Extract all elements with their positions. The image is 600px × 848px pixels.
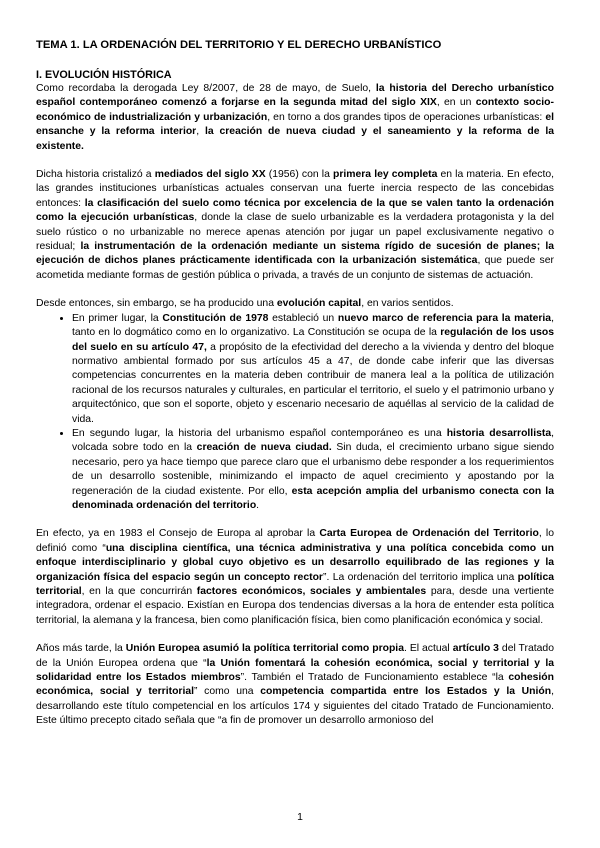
text-span: En segundo lugar, la historia del urbanismo español contemporáneo es una	[72, 427, 447, 439]
text-span: Desde entonces, sin embargo, se ha producido una	[36, 298, 277, 310]
bold-span: una disciplina científica, una técnica administrativa y una política concebida como un enfoque interdisciplinario y global cuyo objetivo es un desarrollo equilibrado de las regiones y la organización física del espacio según un concepto rector	[36, 542, 554, 583]
text-span: Años más tarde, la	[36, 643, 126, 655]
bold-span: historia desarrollista	[446, 427, 552, 439]
list-item	[72, 427, 554, 513]
paragraph-3	[36, 297, 554, 311]
text-span: del Tratado de la Unión Europea ordena que “	[36, 643, 554, 669]
text-span: En primer lugar, la	[72, 312, 163, 324]
bold-span: el ensanche y la reforma interior	[36, 111, 554, 138]
text-span: (1956) con la	[265, 169, 333, 181]
bold-span: regulación de los usos del suelo en su artículo 47,	[72, 327, 555, 353]
bold-span: creación de nueva ciudad.	[196, 442, 332, 454]
text-span: ” como una	[194, 686, 261, 698]
bullet-list	[36, 312, 554, 514]
bold-span: evolución capital	[276, 298, 362, 310]
text-span: , lo definió como “	[36, 528, 554, 554]
text-span: , en un	[436, 97, 476, 109]
text-span: .	[256, 499, 260, 511]
text-span: Sin duda, el crecimiento urbano sigue siendo necesario, pero ya hace tiempo que parece claro que el urbanismo debe responder a los requerimientos de un desarrollo sostenible, minimizando el impacto de aquel crecimiento y apostando por la regeneración de la ciudad existente. Por ello,	[72, 442, 554, 497]
text-span: estableció un	[268, 312, 338, 324]
text-span: en la materia. En efecto, las grandes instituciones urbanísticas actuales conservan una fuerte inercia respecto de las concebidas entonces:	[36, 169, 554, 209]
bold-span: la instrumentación de la ordenación mediante un sistema rígido de sucesión de planes; la ejecución de dichos planes prácticamente identificada con la urbanización sistemática	[36, 241, 554, 267]
bold-span: la clasificación del suelo como técnica por excelencia de la que se valen tanto la ordenación como la ejecución urbanísticas	[36, 197, 554, 224]
bold-span: Unión Europea asumió la política territorial como propia	[125, 643, 404, 655]
text-span: a propósito de la efectividad del derecho a la vivienda y dentro del bloque normativo ambiental formado por sus artículos 45 a 47, de donde cabe inferir que las diversas competencias concurrentes en la materia deben contribuir de manera leal a la política de utilización racional de los recursos naturales y culturales, en particular el territorio, el suelo y el patrimonio urbano y arquitectónico, que son el soporte, objeto y escenario necesario de aquéllas al servicio de la calidad de vida.	[72, 341, 555, 425]
bold-span: Carta Europea de Ordenación del Territorio	[319, 528, 539, 540]
text-span: . El actual	[403, 643, 453, 655]
text-span: , tanto en lo dogmático como en lo organizativo. La Constitución se ocupa de la	[72, 312, 554, 339]
paragraph-1	[36, 82, 554, 154]
text-span: ,	[196, 126, 205, 138]
list-item	[72, 312, 554, 427]
bold-span: primera ley completa	[332, 169, 438, 181]
bold-span: la historia del Derecho urbanístico español contemporáneo comenzó a forjarse en la segunda mitad del siglo XIX	[36, 83, 554, 109]
text-span: , en la que concurrirán	[81, 586, 197, 597]
section-heading: I. EVOLUCIÓN HISTÓRICA	[36, 69, 172, 81]
bold-span: Constitución de 1978	[162, 312, 269, 324]
bold-span: la creación de nueva ciudad y el saneamiento y la reforma de la existente.	[36, 126, 554, 152]
bold-span: mediados del siglo XX	[154, 169, 266, 181]
paragraph-2	[36, 168, 554, 283]
page-number: 1	[297, 812, 303, 823]
text-span: En efecto, ya en 1983 el Consejo de Europa al aprobar la	[36, 528, 320, 540]
bold-span: competencia compartida entre los Estados y la Unión	[260, 686, 552, 698]
page-content	[36, 38, 554, 743]
text-span: Dicha historia cristalizó a	[36, 169, 155, 181]
text-span: Como recordaba la derogada Ley 8/2007, de 28 de mayo, de Suelo,	[36, 83, 376, 94]
paragraph-4	[36, 527, 554, 628]
text-span: , volcada sobre todo en la	[72, 427, 554, 454]
bold-span: nuevo marco de referencia para la materia	[337, 312, 552, 324]
bold-span: contexto socio-económico de industrialización y urbanización	[36, 97, 554, 123]
bold-span: factores económicos, sociales y ambientales	[196, 586, 427, 597]
bold-span: la Unión fomentará la cohesión económica, social y territorial y la solidaridad entre los Estados miembros	[36, 657, 554, 684]
text-span: , en varios sentidos.	[361, 298, 454, 310]
paragraph-5	[36, 642, 554, 728]
text-span: , desarrollando este título competencial en los artículos 174 y siguientes del citado Tratado de Funcionamiento. Este último precepto citado señala que “a fin de promover un desarrollo armonioso del	[36, 686, 554, 727]
text-span: , que puede ser acometida mediante formas de gestión pública o privada, a través de un conjunto de sistemas de actuación.	[36, 255, 554, 281]
bold-span: esta acepción amplia del urbanismo conecta con la denominada ordenación del territorio	[72, 485, 554, 511]
text-span: ”. La ordenación del territorio implica una	[322, 571, 518, 583]
text-span: , donde la clase de suelo urbanizable es la verdadera protagonista y la del suelo rústico o no urbanizable no merece apenas atención por jugar un papel exclusivamente negativo o residual;	[36, 212, 554, 253]
bold-span: política territorial	[36, 571, 554, 597]
text-span: , en torno a dos grandes tipos de operaciones urbanísticas:	[267, 111, 546, 123]
document-title: TEMA 1. LA ORDENACIÓN DEL TERRITORIO Y EL DERECHO URBANÍSTICO	[36, 39, 442, 51]
text-span: ”. También el Tratado de Funcionamiento establece “la	[240, 672, 509, 684]
text-span: para, desde una vertiente integradora, ordenar el espacio. Existían en Europa dos tendencias diversas a la hora de entender esta política territorial, la alemana y la francesa, bien como planificación física, bien como planificación económica y social.	[36, 586, 555, 626]
bold-span: artículo 3	[452, 643, 499, 655]
bold-span: cohesión económica, social y territorial	[36, 672, 554, 698]
